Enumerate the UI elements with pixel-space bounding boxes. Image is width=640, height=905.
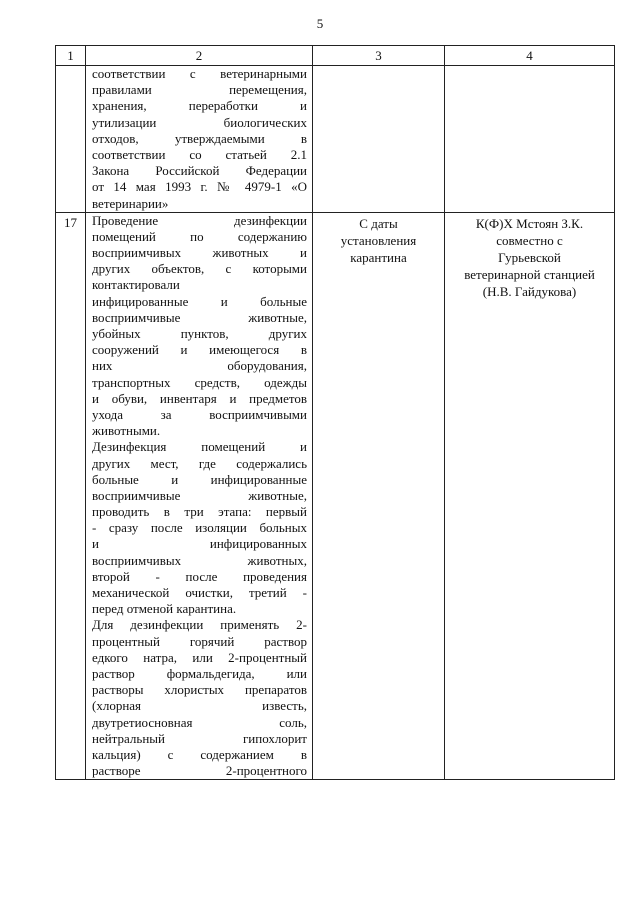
responsible-cell [445,212,615,780]
description-line: ветеринарии» [92,195,169,211]
description-line: больные и инфицированные [92,471,307,487]
description-line: других мест, где содержались [92,455,307,471]
description-line: растворе 2-процентного [92,763,307,779]
description-line: процентный горячий раствор [92,633,307,649]
description-line: отходов, утверждаемыми в [92,130,307,146]
measure-description-cell [86,66,313,213]
header-cell-2: 2 [86,46,313,66]
description-line: транспортных средств, одежды [92,374,307,390]
header-cell-3: 3 [313,46,445,66]
description-line: кальция) с содержанием в [92,746,307,762]
cell-line: С даты [359,215,398,231]
description-line: них оборудования, [92,358,307,374]
description-line: убойных пунктов, других [92,326,307,341]
description-line: восприимчивых животных и [92,245,307,261]
measures-table [55,45,615,780]
description-line: помещений по содержанию [92,228,307,244]
cell-line: карантина [350,249,407,265]
description-line: соответствии с ветеринарными [92,66,307,81]
description-line: хранения, переработки и [92,98,307,114]
description-line: проводить в три этапа: первый [92,504,307,520]
description-line: Дезинфекция помещений и [92,439,307,455]
description-line: и обуви, инвентаря и предметов [92,390,307,406]
cell-line: совместно с [496,232,563,248]
description-line: второй - после проведения [92,568,307,584]
description-line: двутретиосновная соль, [92,714,307,730]
description-line: утилизации биологических [92,114,307,130]
cell-line: ветеринарной станцией [464,266,595,282]
row-number-cell [56,66,86,213]
description-line: Для дезинфекции применять 2- [92,617,307,633]
description-line: других объектов, с которыми [92,261,307,277]
table-header-row [56,46,615,66]
table-row [56,212,615,780]
cell-line: установления [340,232,417,248]
description-line: едкого натра, или 2-процентный [92,649,307,665]
description-line: восприимчивых животных, [92,552,307,568]
description-line: сооружений и имеющегося в [92,342,307,358]
description-line: ухода за восприимчивыми [92,406,307,422]
table-row [56,66,615,213]
header-cell-1: 1 [56,46,86,66]
cell-line: (Н.В. Гайдукова) [482,283,577,299]
row-number-cell: 17 [56,212,86,780]
term-cell [313,212,445,780]
description-line: механической очистки, третий - [92,585,307,600]
description-line: правилами перемещения, [92,82,307,98]
description-line: животными. [92,423,161,439]
description-line: (хлорная известь, [92,698,307,714]
cell-line: К(Ф)Х Мстоян З.К. [475,215,584,231]
header-cell-4: 4 [445,46,615,66]
page-number: 5 [316,16,324,31]
description-line: нейтральный гипохлорит [92,730,307,746]
responsible-cell [445,66,615,213]
description-line: Проведение дезинфекции [92,212,307,228]
description-line: Закона Российской Федерации [92,163,307,179]
description-line: восприимчивые животные, [92,487,307,503]
cell-line: Гурьевской [498,249,561,265]
description-line: контактировали [92,277,180,293]
description-line: и инфицированных [92,536,307,552]
description-line: - сразу после изоляции больных [92,520,307,536]
description-line: восприимчивые животные, [92,309,307,325]
description-line: перед отменой карантина. [92,601,237,617]
description-line: растворы хлористых препаратов [92,682,307,698]
description-line: инфицированные и больные [92,293,307,309]
measure-description-cell [86,212,313,780]
term-cell [313,66,445,213]
description-line: от 14 мая 1993 г. № 4979-1 «О [92,179,307,195]
description-line: раствор формальдегида, или [92,665,307,681]
description-line: соответствии со статьей 2.1 [92,146,307,162]
